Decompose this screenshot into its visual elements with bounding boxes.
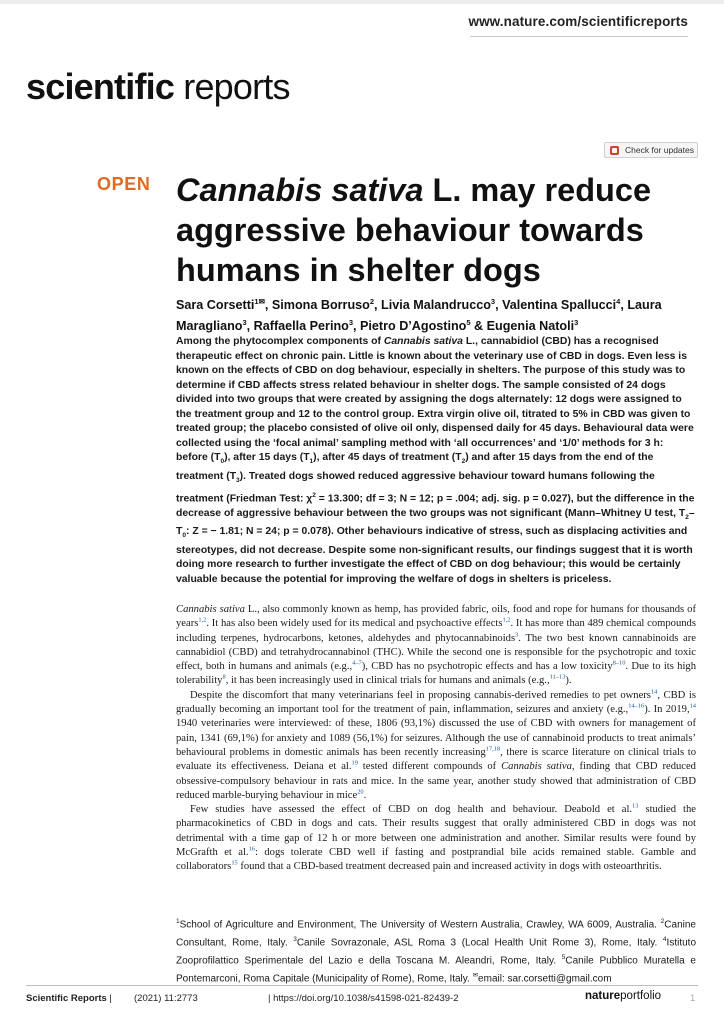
- check-for-updates-button[interactable]: [604, 142, 698, 158]
- open-access-label: OPEN: [97, 174, 151, 194]
- reference-link[interactable]: 8–10: [612, 659, 626, 667]
- title-rest: L. may reduce aggressive behaviour towards humans in shelter dogs: [176, 172, 652, 288]
- journal-logo: [26, 66, 290, 108]
- reference-link[interactable]: 17,18: [485, 745, 501, 753]
- author-name: Simona Borruso: [271, 298, 370, 313]
- page-number: 1: [690, 993, 696, 1004]
- url-underline: [470, 36, 688, 37]
- reference-link[interactable]: 15: [231, 859, 238, 867]
- affiliation-item: Istituto Zooprofilattico Sperimentale del Lazio e della Toscana M. Aleandri, Rome, Italy.: [176, 937, 697, 967]
- body-paragraph: Despite the discomfort that many veterinarians feel in proposing cannabis-derived remedies to pet owners$^{14}$, CBD is gradually becoming an important tool for the treatment of pain, inflammation, seizures and anxiety (e.g.,$^{14-16}$). In 2019,14 1940 veterinaries were interviewed: of these, 1806 (93,1%) discussed the use of CBD with owners for management of pain, 1341 (69,1%) for anxiety and 1089 (56,1%) for seizures. Although the use of cannabinoid products to treat animals’ behavioural problems in domestic animals has been recently increasing$^{17,18}$, there is scarce literature on clinical trials to evaluate its effectiveness. Deiana et al.$^{19}$ tested different compounds of Cannabis sativa, finding that CBD reduced obsessive-compulsory behaviour in rats and mice. In the same year, another study showed that administration of CBD reduced marble-burying behaviour in mice$^{20}$.: [176, 688, 696, 801]
- footer-doi-link[interactable]: | https://doi.org/10.1038/s41598-021-82439-2: [268, 993, 459, 1004]
- affiliation-item: Canile Sovrazonale, ASL Roma 3 (Local Health Unit Rome 3), Rome, Italy.: [296, 937, 663, 949]
- body-paragraph: Few studies have assessed the effect of CBD on dog health and behaviour. Deabold et al.$^{13}$ studied the pharmacokinetics of CBD in dogs and cats. Their results suggest that orally administered CBD in dogs was not detrimental with a time gap of 12 h or more between one administration and another. Similar results were found by McGrafth et al.$^{16}$: dogs tolerate CBD well if fasting and postprandial bile acids remained stable. Gamble and collaborators$^{15}$ found that a CBD-based treatment decreased pain and increased activity in dogs with osteoarthritis.: [176, 802, 696, 873]
- author-name: Eugenia Natoli: [486, 319, 575, 334]
- reference-link[interactable]: 14: [689, 702, 696, 710]
- author-name: Raffaella Perino: [253, 319, 349, 334]
- journal-url-link[interactable]: www.nature.com/scientificreports: [468, 14, 688, 29]
- author-name: Sara Corsetti: [176, 298, 255, 313]
- reference-link[interactable]: 19: [351, 759, 358, 767]
- reference-link[interactable]: 14–16: [628, 702, 645, 710]
- footer-journal: Scientific Reports |: [26, 993, 112, 1004]
- reference-link[interactable]: 8: [222, 673, 226, 681]
- footer-divider: [26, 985, 698, 986]
- footer-volume: (2021) 11:2773: [134, 993, 198, 1004]
- top-bar: [0, 0, 724, 44]
- affiliations: $^1$School of Agriculture and Environment, The University of Western Australia, Crawley, WA 6009, Australia. $^2$Canine Consultant, Rome, Italy. $^3$Canile Sovrazonale, ASL Roma 3 (Local Health Unit Rome 3), Rome, Italy. $^4$Istituto Zooprofilattico Sperimentale del Lazio e della Toscana M. Aleandri, Rome, Italy. $^5$Canile Pubblico Muratella e Pontemarconi, Roma Capitale (Municipality of Rome), Rome, Italy. ✉email: sar.corsetti@gmail.com: [176, 918, 697, 985]
- top-band: [0, 0, 724, 4]
- author-name: Valentina Spallucci: [502, 298, 617, 313]
- crossmark-icon: [610, 146, 619, 155]
- article-title: [176, 170, 696, 290]
- affiliation-item: Canine Consultant, Rome, Italy.: [176, 919, 696, 949]
- reference-link[interactable]: 11–13: [549, 673, 566, 681]
- author-list: Sara Corsetti$^{1✉}$, Simona Borruso$^2$, Livia Malandrucco$^3$, Valentina Spallucci$^4$, Laura Maragliano$^3$, Raffaella Perino$^3$, Pietro D’Agostino$^5$ & Eugenia Natoli$^3$: [176, 297, 662, 334]
- body-text: [176, 603, 696, 875]
- author-name: Laura Maragliano: [176, 298, 662, 334]
- reference-link[interactable]: 20: [357, 788, 364, 796]
- reference-link[interactable]: 1,2: [198, 616, 207, 624]
- reference-link[interactable]: 14: [650, 688, 658, 696]
- affiliation-item: email: sar.corsetti@gmail.com: [478, 973, 612, 985]
- reference-link[interactable]: 16: [248, 845, 255, 853]
- reference-link[interactable]: 13: [632, 802, 639, 810]
- author-name: Pietro D’Agostino: [360, 319, 467, 334]
- body-paragraph: Cannabis sativa L., also commonly known as hemp, has provided fabric, oils, food and rope for humans for thousands of years$^{1,2}$. It has also been widely used for its medical and psychoactive effects$^{1,2}$. It has more than 489 chemical compounds including terpenes, hydrocarbons, ketones, aldehydes and phytocannabinoids$^3$. The two best known cannabinoids are cannabidiol (CBD) and tetrahydrocannabinol (THC). While the second one is responsible for the psychotropic and toxic effect, both in humans and animals (e.g.,$^{4-7}$), CBD has no psychotropic effects and has a low toxicity$^{8-10}$. Due to its high tolerability$^8$, it has been increasingly used in clinical trials for humans and animals (e.g.,$^{11-13}$).: [176, 604, 697, 687]
- affiliation-item: School of Agriculture and Environment, The University of Western Australia, Crawley, WA 6009, Australia.: [179, 919, 661, 931]
- title-italic: Cannabis sativa: [176, 172, 424, 208]
- reference-link[interactable]: 1,2: [502, 616, 511, 624]
- reference-link[interactable]: 3: [515, 631, 519, 639]
- reference-link[interactable]: 4–7: [352, 659, 362, 667]
- check-for-updates-label: Check for updates: [625, 145, 694, 155]
- publisher-logo: natureportfolio: [585, 990, 662, 1002]
- affiliation-item: Canile Pubblico Muratella e Pontemarconi, Roma Capitale (Municipality of Rome), Rome, Italy.: [176, 955, 696, 985]
- journal-logo-bold: scientific: [26, 66, 175, 107]
- journal-logo-light: reports: [174, 66, 290, 107]
- abstract: Among the phytocomplex components of Cannabis sativa L., cannabidiol (CBD) has a recognised therapeutic effect on chronic pain. Little is known about the veterinary use of CBD in dogs. Even less is known on the effects of CBD on dog behaviour, especially in shelters. The purpose of this study was to determine if CBD affects stress related behaviour in shelter dogs. The sample consisted of 24 dogs divided into two groups that were created by assigning the dogs alternately: 12 dogs were assigned to the treatment group and 12 to the control group. Extra virgin olive oil, titrated to 5% in CBD was given to treated group; the placebo consisted of olive oil only, dispensed daily for 45 days. Behavioural data were collected using the ‘focal animal’ sampling method with ‘all occurrences’ and ‘1/0’ methods for 3 h: before $(T_0)$, after 15 days $(T_1)$, after 45 days of treatment $(T_2)$ and after 15 days from the end of the treatment $(T_3)$. Treated dogs showed reduced aggressive behaviour toward humans following the treatment (Friedman Test: $\chi^2 = 13.300$; df = 3; N = 12; p = .004; adj. sig. p = 0.027), but the difference in the decrease of aggressive behaviour between the two groups was not significant (Mann–Whitney U test, $T_2-T_0$: Z = − 1.81; N = 24; p = 0.078). Other behaviours indicative of stress, such as displacing activities and stereotypes, did not decrease. Despite some non-significant results, our findings suggest that it is worth doing more research to further investigate the effect of CBD on dog behaviour; this would be certainly valuable because the potential for improving the welfare of dogs in shelters is priceless.: [176, 336, 695, 585]
- author-name: Livia Malandrucco: [381, 298, 491, 313]
